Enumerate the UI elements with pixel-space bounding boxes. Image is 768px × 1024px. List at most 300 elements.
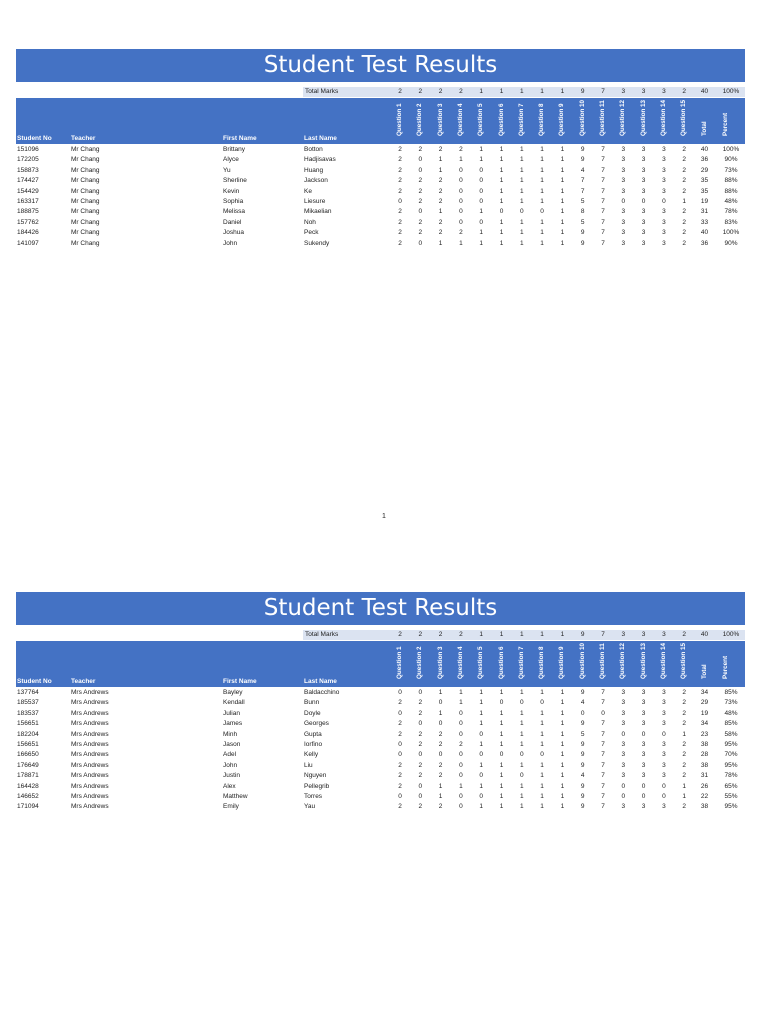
score-cell: 0 xyxy=(459,792,463,800)
score-cell: 0 xyxy=(459,187,463,195)
total-cell: 34 xyxy=(700,689,709,696)
score-cell: 0 xyxy=(621,730,626,738)
question-header-label: Question 7 xyxy=(517,103,525,136)
question-header xyxy=(512,643,532,687)
student-no-cell: 166650 xyxy=(17,751,39,759)
score-cell: 9 xyxy=(580,156,585,164)
total-mark-cell: 3 xyxy=(641,88,646,95)
score-cell: 0 xyxy=(438,720,443,728)
first-name-cell: Yu xyxy=(223,166,231,174)
score-cell: 1 xyxy=(519,792,524,800)
score-cell: 1 xyxy=(560,730,565,738)
first-name-cell: Joshua xyxy=(223,229,244,237)
student-no-cell: 163317 xyxy=(17,197,39,205)
total-mark-cell: 2 xyxy=(418,631,423,638)
score-cell: 0 xyxy=(641,792,646,800)
percent-cell: 65% xyxy=(724,782,738,790)
total-mark-cell: 2 xyxy=(459,88,463,95)
score-cell: 3 xyxy=(662,751,666,759)
question-header-label: Question 5 xyxy=(477,646,485,679)
percent-cell: 85% xyxy=(724,720,738,728)
score-cell: 3 xyxy=(662,689,666,696)
table-row xyxy=(16,166,745,176)
first-name-cell: Sophia xyxy=(223,197,244,205)
score-cell: 7 xyxy=(601,720,605,728)
question-header xyxy=(593,100,613,144)
question-header-label: Total xyxy=(700,121,708,136)
score-cell: 1 xyxy=(459,699,463,707)
score-cell: 2 xyxy=(418,761,423,769)
score-cell: 7 xyxy=(601,689,605,696)
score-cell: 1 xyxy=(499,239,504,247)
score-cell: 2 xyxy=(438,146,443,153)
first-name-cell: Kevin xyxy=(223,187,240,195)
score-cell: 2 xyxy=(398,772,402,780)
total-cell: 38 xyxy=(700,803,709,811)
score-cell: 0 xyxy=(479,166,483,174)
score-cell: 3 xyxy=(641,218,646,226)
score-cell: 3 xyxy=(662,229,666,237)
total-marks-row xyxy=(303,630,745,640)
first-name-cell: Daniel xyxy=(223,218,242,226)
score-cell: 9 xyxy=(580,751,585,759)
question-header-label: Question 4 xyxy=(456,646,464,679)
teacher-cell: Mr Chang xyxy=(71,166,100,174)
total-mark-cell: 40 xyxy=(700,88,709,95)
score-cell: 3 xyxy=(641,761,646,769)
question-header xyxy=(674,643,694,687)
score-cell: 3 xyxy=(662,740,666,748)
percent-cell: 58% xyxy=(724,730,738,738)
score-cell: 1 xyxy=(459,156,463,164)
score-cell: 3 xyxy=(641,229,646,237)
total-mark-cell: 3 xyxy=(621,631,626,638)
question-header-label: Question 10 xyxy=(578,642,586,679)
last-name-cell: Nguyen xyxy=(304,772,327,780)
score-cell: 1 xyxy=(682,197,686,205)
score-cell: 0 xyxy=(418,782,423,790)
score-cell: 0 xyxy=(519,699,524,707)
table-row xyxy=(16,688,745,698)
total-mark-cell: 9 xyxy=(580,631,585,638)
score-cell: 1 xyxy=(560,218,565,226)
question-header xyxy=(695,100,715,144)
score-cell: 1 xyxy=(560,782,565,790)
score-cell: 1 xyxy=(560,177,565,185)
report-title: Student Test Results xyxy=(16,592,745,625)
score-cell: 3 xyxy=(662,146,666,153)
score-cell: 1 xyxy=(540,239,544,247)
score-cell: 1 xyxy=(560,720,565,728)
total-cell: 38 xyxy=(700,761,709,769)
score-cell: 1 xyxy=(682,782,686,790)
score-cell: 1 xyxy=(479,709,483,717)
score-cell: 1 xyxy=(560,229,565,237)
score-cell: 0 xyxy=(418,156,423,164)
total-mark-cell: 3 xyxy=(662,88,666,95)
score-cell: 1 xyxy=(499,730,504,738)
question-header-label: Question 1 xyxy=(396,646,403,679)
total-cell: 35 xyxy=(700,177,709,185)
score-cell: 1 xyxy=(519,761,524,769)
table-row xyxy=(16,176,745,186)
question-header xyxy=(512,100,532,144)
percent-cell: 88% xyxy=(724,187,738,195)
score-cell: 7 xyxy=(601,166,605,174)
student-no-cell: 182204 xyxy=(17,730,39,738)
score-cell: 7 xyxy=(601,229,605,237)
score-cell: 3 xyxy=(621,146,626,153)
last-name-cell: Ke xyxy=(304,187,312,195)
question-header xyxy=(410,643,430,687)
score-cell: 0 xyxy=(418,792,423,800)
score-cell: 2 xyxy=(398,229,402,237)
score-cell: 0 xyxy=(398,689,402,696)
first-name-cell: James xyxy=(223,720,243,728)
last-name-cell: Georges xyxy=(304,720,329,728)
total-cell: 23 xyxy=(700,730,709,738)
percent-cell: 95% xyxy=(724,740,738,748)
student-no-cell: 188875 xyxy=(17,208,39,216)
score-cell: 2 xyxy=(398,177,402,185)
results-table xyxy=(16,625,745,811)
score-cell: 3 xyxy=(641,740,646,748)
score-cell: 2 xyxy=(682,229,686,237)
teacher-cell: Mrs Andrews xyxy=(71,730,109,738)
score-cell: 2 xyxy=(682,751,686,759)
score-cell: 0 xyxy=(641,730,646,738)
question-header-label: Question 9 xyxy=(558,646,566,679)
total-cell: 19 xyxy=(700,197,709,205)
teacher-cell: Mrs Andrews xyxy=(71,751,109,759)
question-header-label: Percent xyxy=(722,655,729,679)
question-header-label: Question 8 xyxy=(538,103,546,136)
score-cell: 1 xyxy=(519,156,524,164)
question-header xyxy=(451,100,471,144)
teacher-cell: Mrs Andrews xyxy=(71,761,109,769)
total-mark-cell: 7 xyxy=(601,88,605,95)
score-cell: 3 xyxy=(621,740,626,748)
total-mark-cell: 7 xyxy=(601,631,605,638)
table-body xyxy=(16,688,745,813)
score-cell: 2 xyxy=(682,146,686,153)
score-cell: 7 xyxy=(601,803,605,811)
score-cell: 1 xyxy=(560,156,565,164)
percent-cell: 48% xyxy=(724,709,738,717)
total-cell: 22 xyxy=(700,792,709,800)
total-mark-cell: 1 xyxy=(560,631,565,638)
total-mark-cell: 1 xyxy=(479,631,483,638)
last-name-cell: Doyle xyxy=(304,709,321,717)
first-name-cell: John xyxy=(223,761,238,769)
score-cell: 9 xyxy=(580,740,585,748)
score-cell: 2 xyxy=(398,156,402,164)
percent-cell: 78% xyxy=(724,772,738,780)
total-mark-cell: 1 xyxy=(499,631,504,638)
total-mark-cell: 2 xyxy=(398,88,402,95)
question-header xyxy=(471,100,491,144)
score-cell: 1 xyxy=(479,239,483,247)
table-row xyxy=(16,187,745,197)
score-cell: 1 xyxy=(519,740,524,748)
question-header-label: Question 3 xyxy=(436,103,444,136)
score-cell: 1 xyxy=(560,761,565,769)
total-mark-cell: 1 xyxy=(560,88,565,95)
results-table xyxy=(16,82,745,252)
score-cell: 3 xyxy=(641,699,646,707)
score-cell: 7 xyxy=(601,208,605,216)
teacher-cell: Mr Chang xyxy=(71,239,100,247)
table-row xyxy=(16,792,745,802)
score-cell: 2 xyxy=(418,177,423,185)
score-cell: 1 xyxy=(682,792,686,800)
score-cell: 1 xyxy=(519,720,524,728)
question-header xyxy=(532,643,552,687)
score-cell: 9 xyxy=(580,761,585,769)
score-cell: 1 xyxy=(560,772,565,780)
last-name-cell: Jackson xyxy=(304,177,328,185)
score-cell: 1 xyxy=(519,803,524,811)
score-cell: 2 xyxy=(398,146,402,153)
score-cell: 5 xyxy=(580,218,585,226)
score-cell: 7 xyxy=(580,187,585,195)
score-cell: 1 xyxy=(499,187,504,195)
score-cell: 7 xyxy=(601,177,605,185)
score-cell: 1 xyxy=(499,761,504,769)
score-cell: 7 xyxy=(601,782,605,790)
score-cell: 3 xyxy=(621,772,626,780)
last-name-cell: Sukendy xyxy=(304,239,330,247)
score-cell: 0 xyxy=(438,699,443,707)
score-cell: 0 xyxy=(459,720,463,728)
score-cell: 7 xyxy=(601,792,605,800)
teacher-cell: Mrs Andrews xyxy=(71,709,109,717)
question-header-label: Question 13 xyxy=(639,99,647,136)
first-name-cell: Sherline xyxy=(223,177,247,185)
table-row xyxy=(16,802,745,812)
score-cell: 2 xyxy=(398,239,402,247)
question-header xyxy=(431,100,451,144)
score-cell: 2 xyxy=(682,709,686,717)
score-cell: 1 xyxy=(540,197,544,205)
last-name-cell: Noh xyxy=(304,218,316,226)
score-cell: 1 xyxy=(519,177,524,185)
score-cell: 3 xyxy=(641,208,646,216)
score-cell: 0 xyxy=(479,218,483,226)
score-cell: 2 xyxy=(682,239,686,247)
question-header xyxy=(492,643,512,687)
score-cell: 1 xyxy=(438,709,443,717)
score-cell: 0 xyxy=(479,187,483,195)
score-cell: 1 xyxy=(499,177,504,185)
question-header xyxy=(471,643,491,687)
last-name-cell: Botton xyxy=(304,146,323,153)
question-header-label: Question 6 xyxy=(497,103,505,136)
score-cell: 0 xyxy=(499,208,504,216)
question-header-label: Question 11 xyxy=(599,643,606,679)
score-cell: 1 xyxy=(540,782,544,790)
score-cell: 7 xyxy=(601,761,605,769)
score-cell: 1 xyxy=(540,177,544,185)
total-cell: 33 xyxy=(700,218,709,226)
total-mark-cell: 2 xyxy=(459,631,463,638)
score-cell: 0 xyxy=(540,208,544,216)
score-cell: 2 xyxy=(418,740,423,748)
score-cell: 0 xyxy=(459,772,463,780)
first-name-cell: Matthew xyxy=(223,792,248,800)
score-cell: 3 xyxy=(662,218,666,226)
total-cell: 36 xyxy=(700,239,709,247)
total-cell: 38 xyxy=(700,740,709,748)
question-header-label: Question 2 xyxy=(416,103,424,136)
percent-cell: 83% xyxy=(724,218,738,226)
first-name-cell: Melissa xyxy=(223,208,246,216)
question-header-label: Question 12 xyxy=(619,642,627,679)
score-cell: 3 xyxy=(662,177,666,185)
score-cell: 1 xyxy=(540,792,544,800)
score-cell: 7 xyxy=(601,146,605,153)
last-name-cell: Bunn xyxy=(304,699,320,707)
last-name-cell: Peck xyxy=(304,229,319,237)
teacher-header: Teacher xyxy=(71,135,96,142)
score-cell: 2 xyxy=(682,772,686,780)
total-cell: 19 xyxy=(700,709,709,717)
question-header xyxy=(593,643,613,687)
table-row xyxy=(16,761,745,771)
student-no-cell: 157762 xyxy=(17,218,39,226)
score-cell: 1 xyxy=(519,146,524,153)
score-cell: 0 xyxy=(621,197,626,205)
teacher-cell: Mr Chang xyxy=(71,146,100,153)
score-cell: 2 xyxy=(418,197,423,205)
score-cell: 3 xyxy=(662,166,666,174)
total-cell: 28 xyxy=(700,751,709,759)
total-cell: 31 xyxy=(700,772,709,780)
score-cell: 1 xyxy=(540,740,544,748)
score-cell: 3 xyxy=(621,177,626,185)
score-cell: 3 xyxy=(662,239,666,247)
first-name-cell: Alex xyxy=(223,782,236,790)
score-cell: 1 xyxy=(438,792,443,800)
score-cell: 3 xyxy=(641,239,646,247)
percent-cell: 78% xyxy=(724,208,738,216)
table-row xyxy=(16,730,745,740)
score-cell: 0 xyxy=(519,751,524,759)
score-cell: 2 xyxy=(398,803,402,811)
score-cell: 9 xyxy=(580,689,585,696)
student-no-cell: 184426 xyxy=(17,229,39,237)
score-cell: 2 xyxy=(438,187,443,195)
percent-cell: 90% xyxy=(724,239,738,247)
score-cell: 0 xyxy=(459,197,463,205)
score-cell: 1 xyxy=(519,229,524,237)
first-name-cell: Justin xyxy=(223,772,240,780)
question-header xyxy=(390,643,410,687)
score-cell: 1 xyxy=(499,156,504,164)
score-cell: 1 xyxy=(499,146,504,153)
score-cell: 1 xyxy=(459,239,463,247)
question-header xyxy=(451,643,471,687)
score-cell: 3 xyxy=(641,689,646,696)
last-name-cell: Torres xyxy=(304,792,323,800)
student-no-cell: 185537 xyxy=(17,699,39,707)
score-cell: 1 xyxy=(438,166,443,174)
score-cell: 3 xyxy=(641,751,646,759)
teacher-cell: Mrs Andrews xyxy=(71,803,109,811)
score-cell: 3 xyxy=(662,208,666,216)
score-cell: 1 xyxy=(560,208,565,216)
score-cell: 0 xyxy=(438,751,443,759)
score-cell: 2 xyxy=(418,187,423,195)
score-cell: 0 xyxy=(398,709,402,717)
score-cell: 1 xyxy=(499,197,504,205)
teacher-cell: Mr Chang xyxy=(71,177,100,185)
score-cell: 2 xyxy=(682,177,686,185)
teacher-cell: Mr Chang xyxy=(71,208,100,216)
percent-cell: 55% xyxy=(724,792,738,800)
score-cell: 2 xyxy=(398,761,402,769)
student-no-header: Student No xyxy=(17,135,52,142)
total-mark-cell: 2 xyxy=(438,88,443,95)
score-cell: 1 xyxy=(560,709,565,717)
question-header xyxy=(654,643,674,687)
score-cell: 3 xyxy=(621,720,626,728)
score-cell: 3 xyxy=(641,772,646,780)
score-cell: 2 xyxy=(398,782,402,790)
score-cell: 1 xyxy=(540,709,544,717)
question-header-label: Question 4 xyxy=(456,103,464,136)
question-header xyxy=(552,643,572,687)
teacher-cell: Mrs Andrews xyxy=(71,689,109,696)
score-cell: 9 xyxy=(580,720,585,728)
question-header-label: Question 11 xyxy=(599,100,606,136)
score-cell: 3 xyxy=(621,751,626,759)
question-header xyxy=(573,643,593,687)
score-cell: 2 xyxy=(682,740,686,748)
total-mark-cell: 1 xyxy=(499,88,504,95)
score-cell: 2 xyxy=(418,772,423,780)
total-cell: 40 xyxy=(700,146,709,153)
score-cell: 1 xyxy=(519,187,524,195)
score-cell: 0 xyxy=(662,782,666,790)
score-cell: 2 xyxy=(418,730,423,738)
score-cell: 1 xyxy=(560,187,565,195)
score-cell: 1 xyxy=(499,689,504,696)
percent-cell: 100% xyxy=(722,146,740,153)
question-header-label: Question 13 xyxy=(639,642,647,679)
score-cell: 3 xyxy=(621,229,626,237)
question-header-label: Question 14 xyxy=(659,642,667,679)
question-header xyxy=(695,643,715,687)
score-cell: 2 xyxy=(438,218,443,226)
total-mark-cell: 40 xyxy=(700,631,709,638)
score-cell: 7 xyxy=(601,187,605,195)
score-cell: 2 xyxy=(398,208,402,216)
score-cell: 1 xyxy=(540,187,544,195)
table-body xyxy=(16,145,745,249)
last-name-cell: Gupta xyxy=(304,730,322,738)
score-cell: 2 xyxy=(418,229,423,237)
score-cell: 3 xyxy=(621,699,626,707)
score-cell: 0 xyxy=(459,177,463,185)
score-cell: 1 xyxy=(479,720,483,728)
score-cell: 1 xyxy=(438,156,443,164)
score-cell: 2 xyxy=(438,730,443,738)
score-cell: 0 xyxy=(479,197,483,205)
score-cell: 1 xyxy=(519,166,524,174)
score-cell: 0 xyxy=(418,689,423,696)
score-cell: 7 xyxy=(601,218,605,226)
